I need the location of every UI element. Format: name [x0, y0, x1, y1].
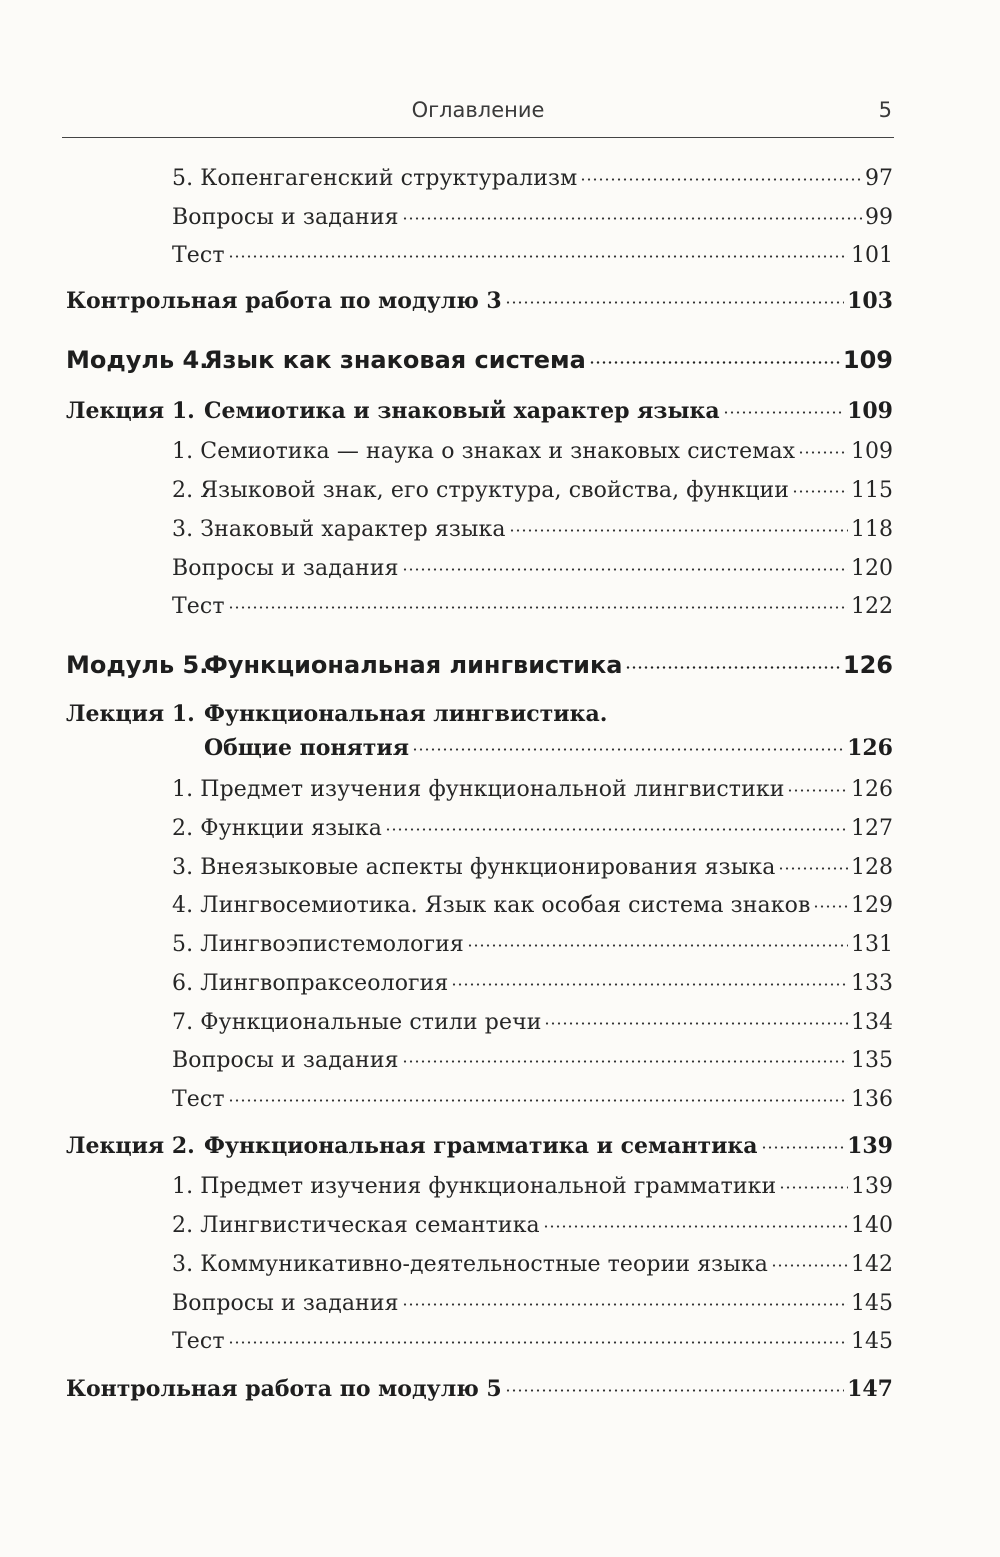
toc-entry-page: 145	[851, 1329, 893, 1354]
running-title: Оглавление	[411, 98, 545, 122]
toc-entry-page: 128	[851, 855, 893, 880]
dot-leader	[402, 1288, 848, 1310]
dot-leader	[385, 813, 848, 835]
toc-entry-title: 7. Функциональные стили речи	[172, 1010, 542, 1035]
toc-entry[interactable]	[172, 968, 893, 1002]
running-head	[62, 98, 894, 128]
toc-entry-title: 1. Предмет изучения функциональной грамматики	[172, 1174, 777, 1199]
toc-entry-page: 135	[851, 1048, 893, 1073]
toc-entry-page: 147	[847, 1376, 893, 1402]
toc-entry[interactable]	[172, 929, 893, 963]
lecture-title: Функциональная лингвистика.	[204, 701, 608, 727]
dot-leader	[625, 649, 839, 673]
toc-entry-title: 5. Копенгагенский структурализм	[172, 166, 578, 191]
dot-leader	[792, 475, 848, 497]
toc-entry[interactable]	[172, 1288, 893, 1322]
toc-entry-title: 1. Семиотика — наука о знаках и знаковых системах	[172, 439, 796, 464]
lecture-title: Функциональная грамматика и семантика	[204, 1133, 758, 1159]
toc-entry-page: 109	[847, 398, 893, 424]
module-number: Модуль 4.	[66, 346, 209, 374]
toc-entry-title: Тест	[172, 1087, 225, 1112]
lecture-number: Лекция 1.	[66, 701, 195, 727]
lecture-number: Лекция 1.	[66, 398, 195, 424]
dot-leader	[787, 774, 848, 796]
toc-entry-page: 136	[851, 1087, 893, 1112]
toc-lecture-heading-cont[interactable]	[204, 733, 893, 767]
dot-leader	[402, 1045, 848, 1067]
toc-entry[interactable]	[172, 591, 893, 625]
toc-entry-page: 131	[851, 932, 893, 957]
toc-entry-page: 126	[847, 735, 893, 761]
toc-entry[interactable]	[172, 240, 893, 274]
dot-leader	[228, 1326, 848, 1348]
toc-entry[interactable]	[172, 163, 893, 197]
toc-entry-page: 103	[847, 288, 893, 314]
toc-entry[interactable]	[172, 890, 893, 924]
toc-module-heading[interactable]	[66, 344, 893, 378]
module-title: Язык как знаковая система	[204, 346, 586, 374]
toc-entry-title: Тест	[172, 594, 225, 619]
toc-entry-page: 129	[851, 893, 893, 918]
toc-entry-page: 126	[851, 777, 893, 802]
toc-entry[interactable]	[172, 514, 893, 548]
toc-entry[interactable]	[172, 202, 893, 236]
toc-module-heading[interactable]	[66, 649, 893, 683]
toc-entry[interactable]	[172, 774, 893, 808]
toc-entry[interactable]	[172, 1171, 893, 1205]
toc-entry-page: 134	[851, 1010, 893, 1035]
toc-entry-page: 97	[865, 166, 893, 191]
toc-entry-page: 139	[847, 1133, 893, 1159]
toc-entry[interactable]	[172, 436, 893, 470]
toc-entry[interactable]	[172, 1249, 893, 1283]
dot-leader	[228, 240, 848, 262]
toc-entry-title: 5. Лингвоэпистемология	[172, 932, 464, 957]
dot-leader	[544, 1007, 848, 1029]
toc-lecture-heading[interactable]	[66, 396, 893, 430]
dot-leader	[778, 852, 848, 874]
toc-entry-title: 4. Лингвосемиотика. Язык как особая система знаков	[172, 893, 811, 918]
toc-entry[interactable]	[172, 553, 893, 587]
dot-leader	[723, 396, 844, 418]
dot-leader	[228, 1084, 848, 1106]
toc-entry-title: 2. Языковой знак, его структура, свойства, функции	[172, 478, 790, 503]
dot-leader	[509, 514, 848, 536]
dot-leader	[402, 553, 848, 575]
dot-leader	[771, 1249, 848, 1271]
toc-control-work[interactable]	[66, 1374, 893, 1408]
toc-entry-title: Тест	[172, 1329, 225, 1354]
toc-entry-title: Вопросы и задания	[172, 205, 399, 230]
dot-leader	[798, 436, 848, 458]
dot-leader	[589, 344, 840, 368]
dot-leader	[813, 890, 848, 912]
toc-entry-page: 145	[851, 1291, 893, 1316]
page-number: 5	[878, 98, 892, 122]
dot-leader	[451, 968, 848, 990]
dot-leader	[467, 929, 848, 951]
toc-entry-page: 133	[851, 971, 893, 996]
toc-entry-page: 127	[851, 816, 893, 841]
toc-lecture-heading[interactable]	[66, 1131, 893, 1165]
toc-entry-title: 3. Знаковый характер языка	[172, 517, 506, 542]
toc-entry-title: 1. Предмет изучения функциональной лингвистики	[172, 777, 785, 802]
dot-leader	[779, 1171, 848, 1193]
lecture-title-cont: Общие понятия	[204, 735, 409, 761]
toc-entry-page: 109	[851, 439, 893, 464]
toc-entry-title: Тест	[172, 243, 225, 268]
dot-leader	[580, 163, 862, 185]
toc-entry[interactable]	[172, 1210, 893, 1244]
dot-leader	[543, 1210, 848, 1232]
toc-entry-page: 126	[842, 651, 893, 679]
toc-entry[interactable]	[172, 475, 893, 509]
header-rule	[62, 137, 894, 138]
toc-control-work[interactable]	[66, 286, 893, 320]
toc-entry-title: 3. Коммуникативно-деятельностные теории языка	[172, 1252, 768, 1277]
toc-entry[interactable]	[172, 1007, 893, 1041]
toc-entry-title: Контрольная работа по модулю 5	[66, 1376, 502, 1402]
toc-entry[interactable]	[172, 1326, 893, 1360]
toc-entry[interactable]	[172, 1045, 893, 1079]
dot-leader	[505, 286, 844, 308]
lecture-number: Лекция 2.	[66, 1133, 195, 1159]
toc-entry-page: 109	[842, 346, 893, 374]
toc-entry-page: 142	[851, 1252, 893, 1277]
toc-entry[interactable]	[172, 852, 893, 886]
toc-entry-page: 118	[851, 517, 893, 542]
toc-entry-title: 2. Лингвистическая семантика	[172, 1213, 540, 1238]
module-title: Функциональная лингвистика	[204, 651, 623, 679]
dot-leader	[505, 1374, 844, 1396]
module-number: Модуль 5.	[66, 651, 209, 679]
lecture-title: Семиотика и знаковый характер языка	[204, 398, 720, 424]
toc-entry-page: 140	[851, 1213, 893, 1238]
toc-entry-title: Вопросы и задания	[172, 1048, 399, 1073]
toc-entry-title: Вопросы и задания	[172, 556, 399, 581]
toc-entry-title: 3. Внеязыковые аспекты функционирования языка	[172, 855, 776, 880]
toc-entry-page: 101	[851, 243, 893, 268]
dot-leader	[228, 591, 848, 613]
toc-lecture-heading[interactable]	[66, 701, 893, 735]
toc-entry-page: 99	[865, 205, 893, 230]
toc-entry-title: Вопросы и задания	[172, 1291, 399, 1316]
dot-leader	[402, 202, 862, 224]
toc-entry-page: 120	[851, 556, 893, 581]
toc-entry-page: 122	[851, 594, 893, 619]
toc-entry-title: 2. Функции языка	[172, 816, 382, 841]
toc-entry-title: 6. Лингвопраксеология	[172, 971, 449, 996]
toc-entry-page: 139	[851, 1174, 893, 1199]
toc-entry[interactable]	[172, 813, 893, 847]
toc-entry[interactable]	[172, 1084, 893, 1118]
toc-entry-title: Контрольная работа по модулю 3	[66, 288, 502, 314]
dot-leader	[412, 733, 844, 755]
toc-entry-page: 115	[851, 478, 893, 503]
dot-leader	[761, 1131, 845, 1153]
